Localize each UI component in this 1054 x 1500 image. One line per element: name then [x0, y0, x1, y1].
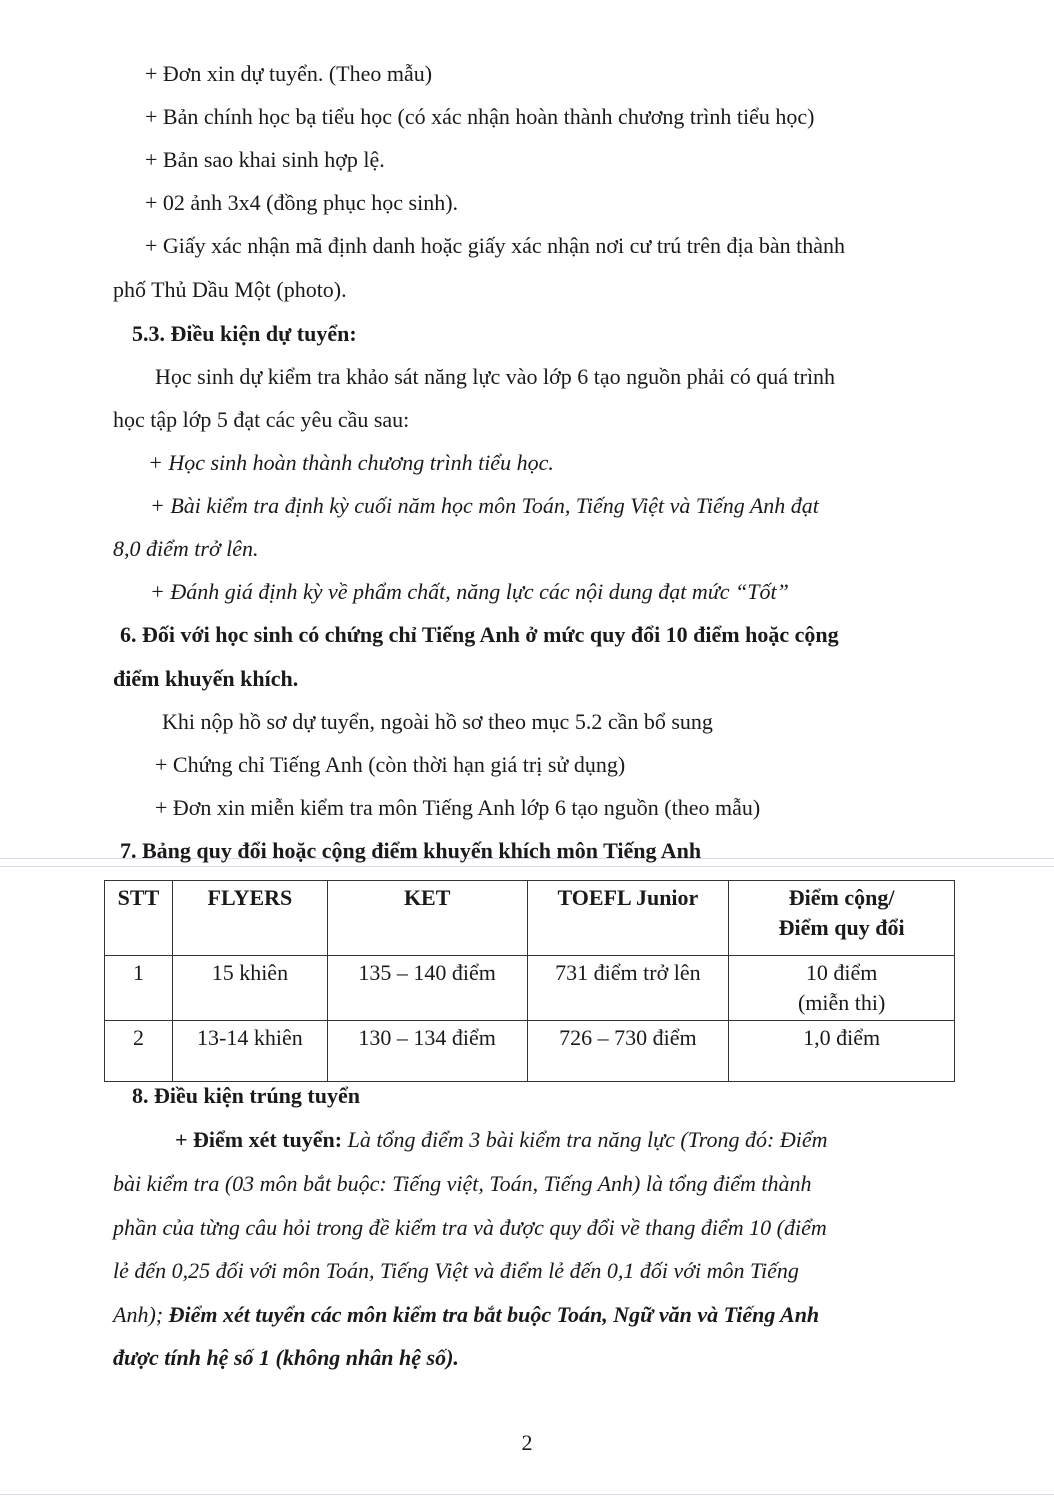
header-stt: STT [105, 881, 173, 956]
section-8-line4: lẻ đến 0,25 đối với môn Toán, Tiếng Việt và điểm lẻ đến 0,1 đối với môn Tiếng [113, 1258, 799, 1283]
cell-flyers: 13-14 khiên [172, 1021, 327, 1082]
section-8-line6: được tính hệ số 1 (không nhân hệ số). [113, 1345, 459, 1370]
header-ket: KET [327, 881, 527, 956]
cell-stt: 1 [105, 956, 173, 1021]
docs-item-birth-cert: + Bản sao khai sinh hợp lệ. [145, 147, 385, 172]
section-8-heading: 8. Điều kiện trúng tuyển [132, 1083, 360, 1108]
docs-item-transcript: + Bản chính học bạ tiểu học (có xác nhận hoàn thành chương trình tiểu học) [145, 104, 815, 129]
requirement-2-line1: + Bài kiểm tra định kỳ cuối năm học môn Toán, Tiếng Việt và Tiếng Anh đạt [150, 493, 819, 518]
section-7-heading: 7. Bảng quy đổi hoặc cộng điểm khuyến khích môn Tiếng Anh [120, 838, 702, 863]
admission-score-label: + Điểm xét tuyển: [175, 1127, 343, 1152]
conversion-table [104, 880, 955, 1082]
requirement-2-line2: 8,0 điểm trở lên. [113, 536, 259, 561]
cell-ket: 135 – 140 điểm [327, 956, 527, 1021]
requirement-1: + Học sinh hoàn thành chương trình tiểu học. [148, 450, 554, 475]
section-8-line5 [113, 1302, 819, 1328]
cell-flyers: 15 khiên [172, 956, 327, 1021]
scan-line [0, 1494, 1054, 1495]
section-6-item-exemption: + Đơn xin miễn kiểm tra môn Tiếng Anh lớp 6 tạo nguồn (theo mẫu) [155, 795, 761, 820]
docs-item-residence-line2: phố Thủ Dầu Một (photo). [113, 277, 347, 302]
cell-points-line2: (miễn thi) [797, 990, 886, 1015]
cell-toefl: 726 – 730 điểm [527, 1021, 729, 1082]
table-row [105, 1021, 955, 1082]
section-5-3-heading: 5.3. Điều kiện dự tuyển: [132, 321, 357, 346]
section-8-line1 [175, 1127, 827, 1153]
header-toefl-junior: TOEFL Junior [527, 881, 729, 956]
page-number: 2 [521, 1430, 533, 1455]
section-8-line3: phần của từng câu hỏi trong đề kiểm tra và được quy đổi về thang điểm 10 (điểm [113, 1215, 827, 1240]
requirement-3: + Đánh giá định kỳ về phẩm chất, năng lực các nội dung đạt mức “Tốt” [150, 579, 789, 604]
docs-item-residence-line1: + Giấy xác nhận mã định danh hoặc giấy xác nhận nơi cư trú trên địa bàn thành [145, 233, 846, 258]
table-row [105, 956, 955, 1021]
table-header-row [105, 881, 955, 956]
cell-stt: 2 [105, 1021, 173, 1082]
cell-points-line1: 1,0 điểm [803, 1025, 881, 1050]
docs-item-photos: + 02 ảnh 3x4 (đồng phục học sinh). [145, 190, 459, 215]
cell-points [729, 1021, 955, 1082]
docs-item-application: + Đơn xin dự tuyển. (Theo mẫu) [145, 61, 433, 86]
cell-ket: 130 – 134 điểm [327, 1021, 527, 1082]
section-8-line1-text: Là tổng điểm 3 bài kiểm tra năng lực (Trong đó: Điểm [342, 1127, 828, 1152]
cell-points [729, 956, 955, 1021]
cell-toefl: 731 điểm trở lên [527, 956, 729, 1021]
section-5-3-intro-line1: Học sinh dự kiểm tra khảo sát năng lực vào lớp 6 tạo nguồn phải có quá trình [155, 364, 836, 389]
header-points-line1: Điểm cộng/ [788, 885, 895, 910]
section-6-item-certificate: + Chứng chỉ Tiếng Anh (còn thời hạn giá trị sử dụng) [155, 752, 626, 777]
scan-line [0, 866, 1054, 867]
section-8-line5-plain: Anh); [113, 1302, 169, 1327]
header-flyers: FLYERS [172, 881, 327, 956]
section-5-3-intro-line2: học tập lớp 5 đạt các yêu cầu sau: [113, 407, 410, 432]
section-8-line5-bold: Điểm xét tuyển các môn kiểm tra bắt buộc Toán, Ngữ văn và Tiếng Anh [168, 1302, 820, 1327]
section-6-heading-line1: 6. Đối với học sinh có chứng chỉ Tiếng Anh ở mức quy đổi 10 điểm hoặc cộng [120, 622, 839, 647]
section-6-heading-line2: điểm khuyến khích. [113, 666, 299, 691]
header-points [729, 881, 955, 956]
cell-points-line1: 10 điểm [805, 960, 878, 985]
section-6-intro: Khi nộp hồ sơ dự tuyển, ngoài hồ sơ theo mục 5.2 cần bổ sung [162, 709, 713, 734]
section-8-line2: bài kiểm tra (03 môn bắt buộc: Tiếng việt, Toán, Tiếng Anh) là tổng điểm thành [113, 1171, 812, 1196]
header-points-line2: Điểm quy đổi [778, 915, 905, 940]
